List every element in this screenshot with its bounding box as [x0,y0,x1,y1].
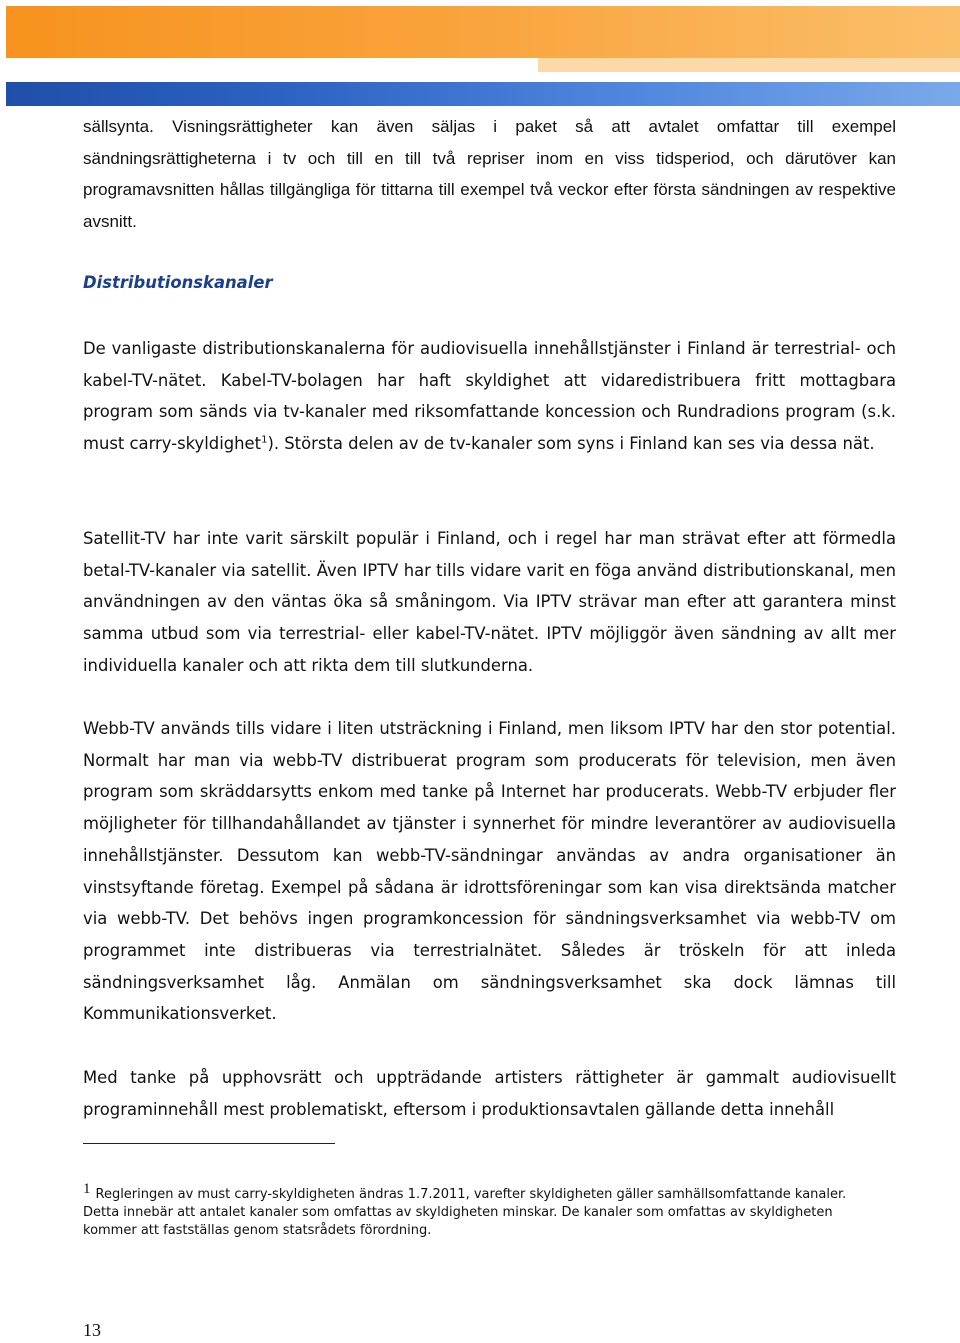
footnote-text: Regleringen av must carry-skyldigheten ändras 1.7.2011, varefter skyldigheten gäller samhällsomfattande kanaler. Detta innebär att antalet kanaler som omfattas av skyldigheten minskar. De kanaler som omfattas av skyldigheten kommer att fastställas genom statsrådets förordning. [83,1187,847,1238]
paragraph-copyright: Med tanke på upphovsrätt och uppträdande artisters rättigheter är gammalt audiovisuellt programinnehåll mest problematiskt, eftersom i produktionsavtalen gällande detta innehåll [83,1068,896,1119]
paragraph-text: De vanligaste distributionskanalerna för audiovisuella innehållstjänster i Finland är terrestrial- och kabel-TV-nätet. Kabel-TV-bolagen har haft skyldighet att vidaredistribuera fritt mottagbara program som sänds via tv-kanaler med riksomfattande koncession och Rundradions program (s.k. must carry-skyldighet [83,339,896,454]
header-orange-notch [538,58,960,72]
paragraph-text: ). Största delen av de tv-kanaler som syns i Finland kan ses via dessa nät. [267,434,875,454]
continued-paragraph: sällsynta. Visningsrättigheter kan även säljas i paket så att avtalet omfattar till exempel sändningsrättigheterna i tv och till en till två repriser inom en viss tidsperiod, och därutöver kan programavsnitten hållas tillgängliga för tittarna till exempel två veckor efter första sändningen av respektive avsnitt. [83,117,896,232]
header-orange-band [6,6,960,58]
paragraph-web-tv: Webb-TV används tills vidare i liten utsträckning i Finland, men liksom IPTV har den stor potential. Normalt har man via webb-TV distribuerat program som producerats för television, men även program som skräddarsytts enkom med tanke på Internet har producerats. Webb-TV erbjuder fler möjligheter för tillhandahållandet av tjänster i synnerhet för mindre leverantörer av audiovisuella innehållstjänster. Dessutom kan webb-TV-sändningar användas av andra organisationer än vinstsyftande företag. Exempel på sådana är idrottsföreningar som kan visa direktsända matcher via webb-TV. Det behövs ingen programkoncession för sändningsverksamhet via webb-TV om programmet inte distribueras via terrestrialnätet. Således är tröskeln för att inleda sändningsverksamhet låg. Anmälan om sändningsverksamhet ska dock lämnas till Kommunikationsverket. [83,719,896,1024]
footnote-separator [83,1143,335,1144]
footnote-mark: 1 [83,1181,91,1197]
page-number: 13 [83,1320,101,1340]
header-blue-band [6,82,960,106]
paragraph-satellite-iptv: Satellit-TV har inte varit särskilt populär i Finland, och i regel har man strävat efter att förmedla betal-TV-kanaler via satellit. Även IPTV har tills vidare varit en föga använd distributionskanal, men användningen av den väntas öka så småningom. Via IPTV strävar man efter att garantera minst samma utbud som via terrestrial- eller kabel-TV-nätet. IPTV möjliggör även sändning av allt mer individuella kanaler och att rikta dem till slutkunderna. [83,529,896,675]
footnote [83,1180,873,1240]
paragraph-distribution-channels [83,333,896,460]
footnote-reference[interactable]: 1 [261,434,268,446]
section-heading: Distributionskanaler [83,273,273,292]
